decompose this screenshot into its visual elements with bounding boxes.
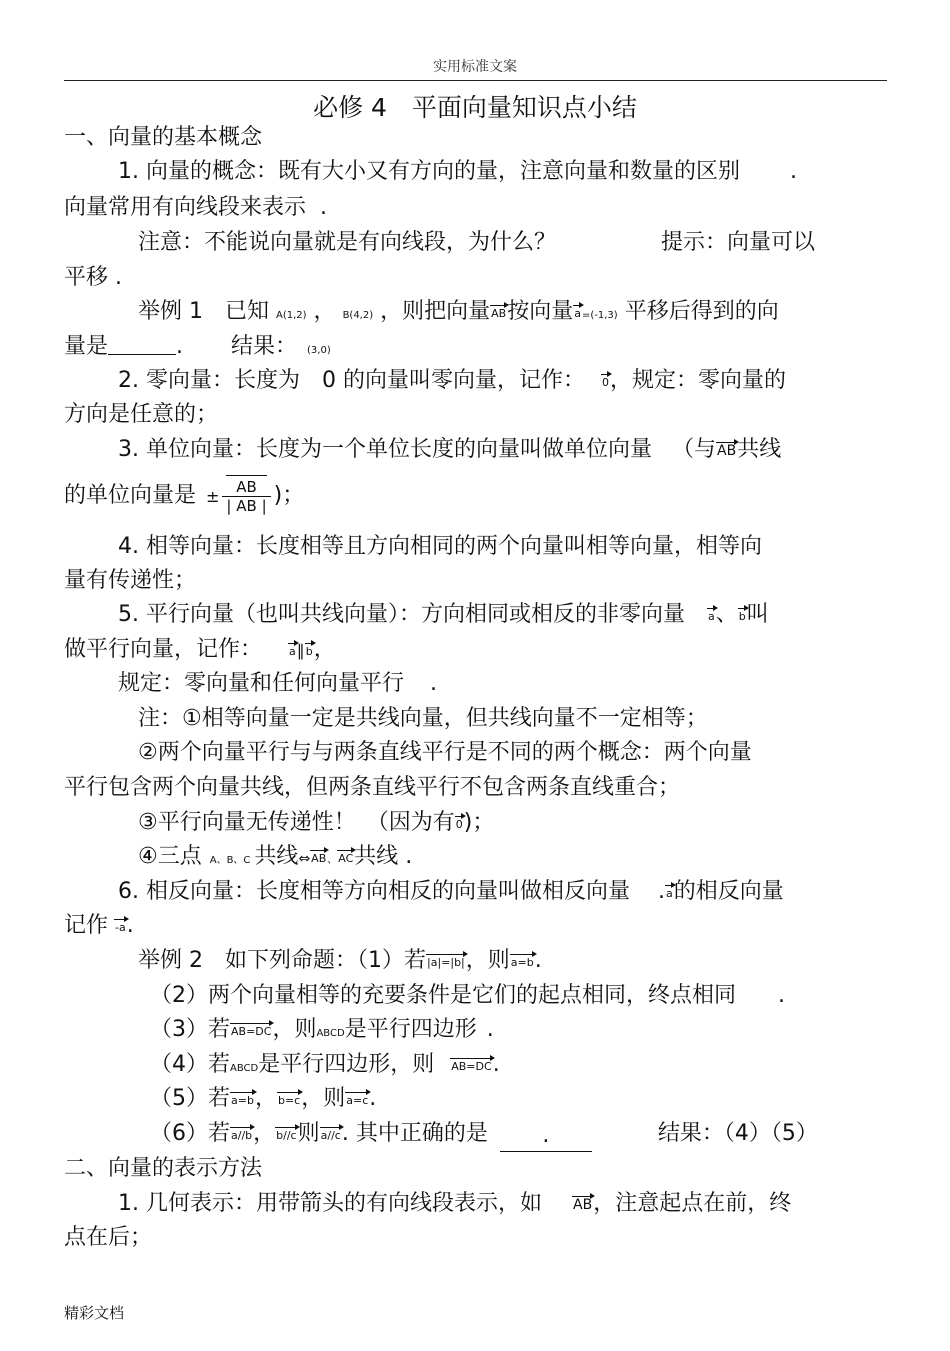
condition-6a: a//b	[231, 1129, 253, 1142]
condition-6b: b//c	[276, 1129, 297, 1142]
parallel-vector-line-2: 做平行向量，记作： a∥b，	[64, 637, 336, 662]
example-1-line-2: 量是 . 结果： (3,0)	[64, 334, 331, 359]
zero-vector-line-2: 方向是任意的；	[64, 402, 219, 427]
equal-vector-line-1: 4. 相等向量：长度相等且方向相同的两个向量叫相等向量，相等向	[118, 534, 762, 559]
unit-vector-line-1: 3. 单位向量：长度为一个单位长度的向量叫做单位向量 （与AB共线	[118, 437, 782, 462]
page-header: 实用标准文案	[433, 59, 517, 75]
point-a: A(1,2)	[276, 310, 307, 321]
zero-vector-line-1: 2. 零向量：长度为 0 的向量叫零向量，记作： 0，规定：零向量的	[118, 368, 786, 393]
vector-b: b	[305, 645, 313, 658]
document-title: 必修 4 平面向量知识点小结	[313, 93, 637, 122]
example-2-result: 结果：（4）（5）	[657, 1121, 818, 1146]
representation-line-2: 点在后；	[64, 1225, 153, 1250]
condition-1: |a|=|b|	[427, 956, 465, 969]
section-heading-1: 一、向量的基本概念	[64, 125, 263, 150]
page-footer: 精彩文档	[64, 1304, 125, 1322]
condition-3: AB=DC	[231, 1025, 272, 1038]
condition-5b: b=c	[277, 1094, 301, 1107]
result-5: a=c	[346, 1094, 369, 1107]
quadrilateral-abcd: ABCD	[316, 1028, 345, 1039]
answer-blank: .	[500, 1121, 592, 1152]
quadrilateral-abcd: ABCD	[230, 1063, 259, 1074]
note-item-1: 注：①相等向量一定是共线向量，但共线向量不一定相等；	[138, 706, 708, 731]
note-line-2: 平移 .	[64, 265, 122, 290]
example-2-item-5: （5）若a=b，b=c，则a=c.	[150, 1086, 377, 1111]
note-item-2a: ②两个向量平行与与两条直线平行是不同的两个概念：两个向量	[138, 740, 752, 765]
vector-a: a	[708, 610, 715, 623]
zero-vector: 0	[601, 376, 609, 389]
equal-vector-line-2: 量有传递性；	[64, 568, 197, 593]
points-abc: A、B、C	[209, 855, 251, 866]
example-1-result: (3,0)	[307, 345, 331, 356]
vector-b: b	[738, 610, 746, 623]
example-1-line-1: 举例 1 已知 A(1,2) ， B(4,2) ，则把向量AB按向量a=(-1,3) 平移后得到的向	[138, 299, 779, 324]
unit-vector-line-2: 的单位向量是 ± $\frac{AB}{| AB |}$ )；	[64, 477, 305, 515]
vector-a: a	[666, 887, 673, 900]
section-heading-2: 二、向量的表示方法	[64, 1156, 263, 1181]
example-2-item-3: （3）若AB=DC，则ABCD是平行四边形 .	[150, 1017, 494, 1042]
example-2-item-4: （4）若ABCD是平行四边形，则 AB=DC.	[150, 1052, 500, 1077]
zero-vector: 0	[455, 818, 463, 831]
header-rule	[64, 80, 887, 81]
opposite-vector-line-2: 记作 -a.	[64, 913, 134, 938]
example-2-item-2: （2）两个向量相等的充要条件是它们的起点相同，终点相同 .	[150, 983, 785, 1008]
note-item-3: ③平行向量无传递性！ （因为有0)；	[138, 810, 495, 835]
result-6: a//c	[320, 1129, 341, 1142]
vector-ab: AB	[717, 443, 737, 459]
representation-line-1: 1. 几何表示：用带箭头的有向线段表示，如 AB，注意起点在前，终	[118, 1191, 792, 1216]
note-line-1: 注意：不能说向量就是有向线段，为什么？ 提示：向量可以	[138, 230, 816, 255]
point-b: B(4,2)	[342, 310, 374, 321]
vector-ab: AB	[311, 852, 327, 865]
vector-ab: AB	[491, 307, 507, 320]
note-item-2b: 平行包含两个向量共线，但两条直线平行不包含两条直线重合；	[64, 775, 681, 800]
concept-line-2: 向量常用有向线段来表示 .	[64, 195, 328, 220]
example-2-intro: 举例 2 如下列命题：（1）若|a|=|b|，则a=b.	[138, 948, 542, 973]
vector-ac: AC	[338, 852, 354, 865]
example-2-item-6: （6）若a//b，b//c则a//c. 其中正确的是 . 结果：（4）（5）	[150, 1119, 818, 1152]
result-4: AB=DC	[451, 1060, 492, 1073]
concept-line-1: 1. 向量的概念：既有大小又有方向的量，注意向量和数量的区别 .	[118, 159, 797, 184]
parallel-vector-line-1: 5. 平行向量（也叫共线向量）：方向相同或相反的非零向量 a、b叫	[118, 602, 769, 627]
opposite-vector-line-1: 6. 相反向量：长度相等方向相反的向量叫做相反向量 .a的相反向量	[118, 879, 784, 904]
vector-a: a	[574, 307, 581, 320]
vector-ab: AB	[573, 1197, 593, 1213]
note-item-4: ④三点 A、B、C 共线⇔AB、AC共线 .	[138, 844, 413, 869]
answer-blank	[108, 354, 176, 355]
vector-a: a	[289, 645, 296, 658]
unit-vector-fraction: $\frac{AB}{| AB |}$	[222, 478, 270, 515]
condition-5a: a=b	[231, 1094, 254, 1107]
negative-vector-a: -a	[115, 921, 126, 934]
parallel-rule-line: 规定：零向量和任何向量平行 .	[118, 671, 438, 696]
result-1: a=b	[510, 956, 534, 969]
